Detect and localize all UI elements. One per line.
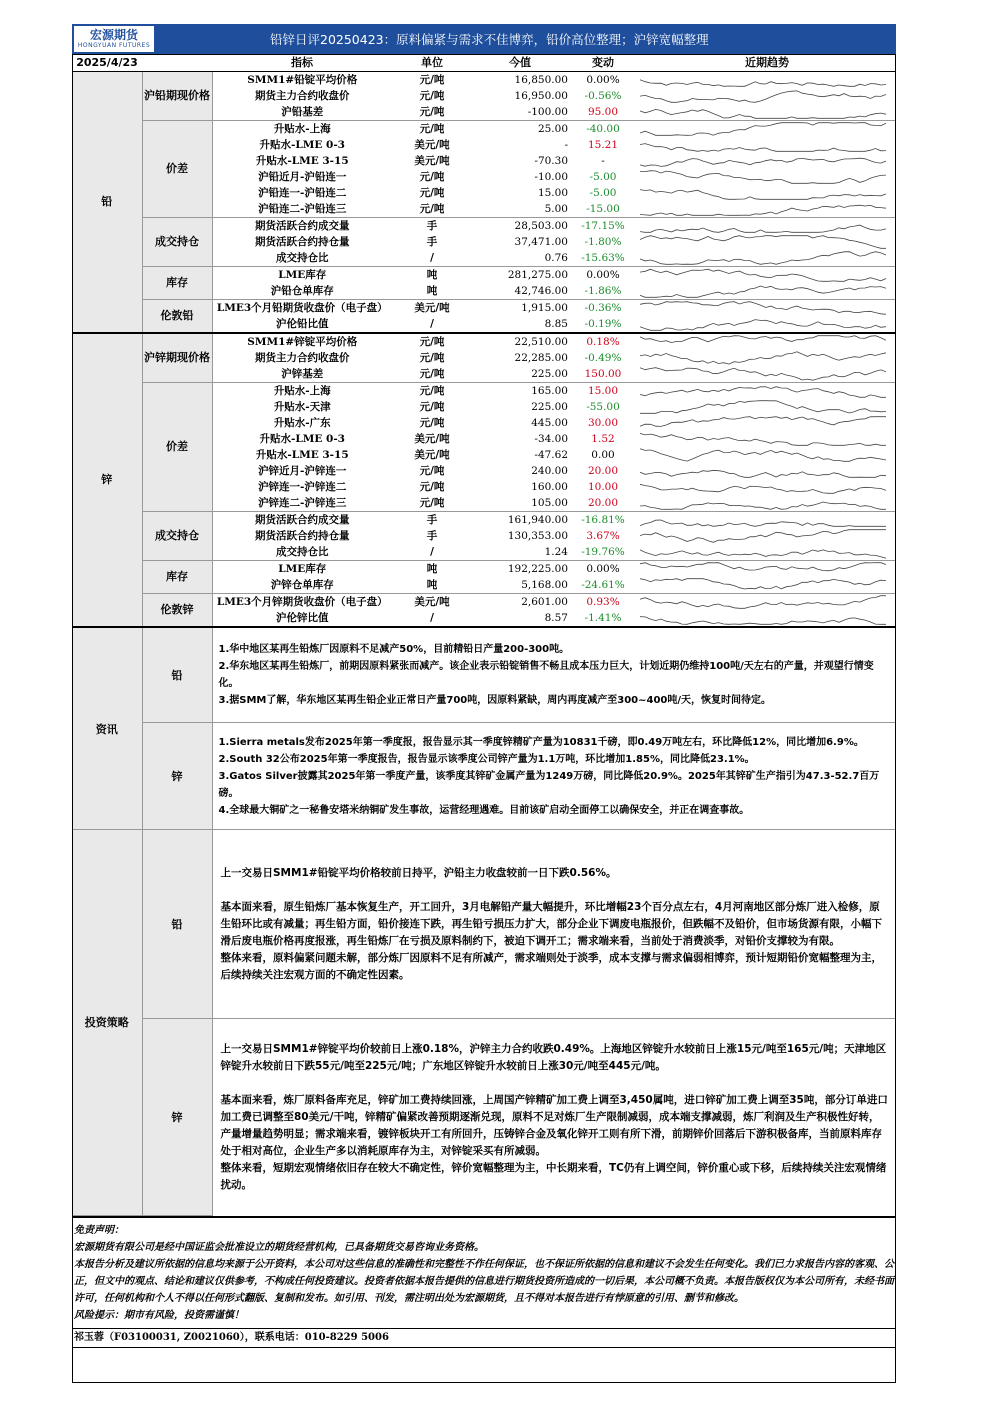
indicator-name: 沪锌连二-沪锌连三 <box>212 495 392 512</box>
change-cell: 10.00 <box>587 481 619 493</box>
trend-sparkline <box>638 367 888 381</box>
unit-cell: 元/吨 <box>419 401 445 413</box>
change-cell: -19.76% <box>568 544 638 561</box>
unit-cell: 手 <box>426 220 438 232</box>
strategy-paragraph: 上一交易日SMM1#铅锭平均价格较前日持平，沪铅主力收盘较前一日下跌0.56%。 <box>220 866 617 879</box>
value-cell: 5.00 <box>472 201 568 218</box>
value-cell: 445.00 <box>531 417 568 429</box>
unit-cell: 元/吨 <box>419 385 445 397</box>
trend-cell <box>638 366 896 383</box>
change-cell: - <box>601 155 605 167</box>
table-row <box>72 383 896 400</box>
change-cell: 3.67% <box>586 530 620 542</box>
logo-text: 宏源期货 <box>89 28 138 42</box>
change-cell: 30.00 <box>587 417 619 429</box>
indicator-name: 沪铅仓单库存 <box>212 283 392 300</box>
value-cell: 8.85 <box>472 316 568 333</box>
indicator-name: 沪铅连二-沪铅连三 <box>212 201 392 218</box>
trend-cell <box>638 267 896 284</box>
value-cell: 8.57 <box>472 610 568 627</box>
table-row <box>72 72 896 89</box>
change-cell: 20.00 <box>587 465 619 477</box>
trend-sparkline <box>638 496 888 510</box>
unit-cell: 元/吨 <box>392 366 472 383</box>
value-cell: 105.00 <box>472 495 568 512</box>
unit-cell: / <box>392 544 472 561</box>
change-cell: -55.00 <box>586 401 620 413</box>
value-cell: 22,510.00 <box>514 336 568 348</box>
unit-cell: 元/吨 <box>419 123 445 135</box>
value-cell: 1.24 <box>472 544 568 561</box>
report-page <box>72 24 896 1348</box>
indicator-name: SMM1#锌锭平均价格 <box>247 336 358 348</box>
unit-cell: 手 <box>426 514 438 526</box>
value-cell: 225.00 <box>531 401 568 413</box>
unit-cell: 元/吨 <box>419 481 445 493</box>
trend-sparkline <box>638 351 888 365</box>
change-cell: -0.36% <box>584 302 622 314</box>
trend-cell <box>638 512 896 529</box>
trend-cell <box>638 201 896 218</box>
indicator-name: 升贴水-LME 0-3 <box>259 433 345 445</box>
trend-sparkline <box>638 480 888 494</box>
col-change: 变动 <box>568 55 638 72</box>
group-label: 库存 <box>142 267 212 300</box>
trend-cell <box>638 333 896 350</box>
report-title: 铅锌日评20250423：原料偏紧与需求不佳博弈，铅价高位整理；沪锌宽幅整理 <box>270 32 709 47</box>
table-row <box>72 218 896 235</box>
value-cell: 1,915.00 <box>521 302 568 314</box>
trend-cell <box>638 463 896 479</box>
value-cell: 37,471.00 <box>514 236 568 248</box>
trend-cell <box>638 415 896 431</box>
news-item: 1.华中地区某再生铅炼厂因原料不足减产50%，目前精铅日产量200-300吨。 <box>218 644 570 655</box>
news-zinc-row <box>72 723 896 830</box>
value-cell: 192,225.00 <box>507 563 568 575</box>
trend-cell <box>638 250 896 267</box>
news-table <box>72 628 896 830</box>
trend-sparkline <box>638 105 888 119</box>
trend-sparkline <box>638 416 888 430</box>
group-label: 成交持仓 <box>142 218 212 267</box>
value-cell: 15.00 <box>537 187 568 199</box>
value-cell: 165.00 <box>531 385 568 397</box>
trend-sparkline <box>638 384 888 398</box>
trend-sparkline <box>638 448 888 462</box>
indicator-name: 期货主力合约收盘价 <box>255 90 350 102</box>
table-row <box>72 512 896 529</box>
trend-sparkline <box>638 513 888 527</box>
value-cell: 5,168.00 <box>472 577 568 594</box>
unit-cell: 吨 <box>426 269 438 281</box>
indicator-name: 沪伦铅比值 <box>212 316 392 333</box>
trend-sparkline <box>638 432 888 446</box>
news-label: 资讯 <box>72 628 142 830</box>
trend-cell <box>638 185 896 201</box>
trend-cell <box>638 479 896 495</box>
unit-cell: 元/吨 <box>419 171 445 183</box>
unit-cell: 美元/吨 <box>414 155 450 167</box>
indicator-name: 成交持仓比 <box>212 544 392 561</box>
indicator-name: 沪铅近月-沪铅连一 <box>258 171 347 183</box>
disclaimer-line: 宏源期货有限公司是经中国证监会批准设立的期货经营机构，已具备期货交易咨询业务资格。 <box>74 1241 484 1253</box>
group-label: 价差 <box>142 383 212 512</box>
indicator-name: 期货活跃合约持仓量 <box>255 530 350 542</box>
value-cell: 161,940.00 <box>507 514 568 526</box>
indicator-name: 沪锌基差 <box>212 366 392 383</box>
unit-cell: / <box>392 316 472 333</box>
group-label: 伦敦锌 <box>142 594 212 628</box>
value-cell: -70.30 <box>534 155 568 167</box>
indicator-name: 沪锌连一-沪锌连二 <box>258 481 347 493</box>
indicator-name: LME3个月铅期货收盘价（电子盘） <box>216 302 388 314</box>
group-label: 沪铅期现价格 <box>142 72 212 121</box>
indicator-name: 沪伦锌比值 <box>212 610 392 627</box>
change-cell: -0.49% <box>584 352 622 364</box>
strategy-paragraph: 基本面来看，炼厂原料备库充足，锌矿加工费持续回涨，上周国产锌精矿加工费上调至3,450属吨，进口锌矿加工费上调至35吨，部分订单进口加工费已调整至80美元/干吨，锌精矿偏紧改善预期逐渐兑现，原料不足对炼厂生产限制减弱，成本端支撑减弱，炼厂利润及生产积极性好转，产量增量趋势明显；需求端来看，镀锌板块开工有所回升，压铸锌合金及氧化锌开工则有所下滑，前期锌价回落后下游积极备库，当前原料库存处于相对高位，企业生产多以消耗原库存为主，对锌锭采买有所减弱。 <box>220 1093 888 1157</box>
value-cell: 28,503.00 <box>514 220 568 232</box>
col-today: 今值 <box>472 55 568 72</box>
news-item: 1.Sierra metals发布2025年第一季度报，报告显示其一季度锌精矿产量为10831千磅，即0.49万吨左右，环比降低12%，同比增加6.9%。 <box>218 736 864 748</box>
trend-sparkline <box>638 317 888 331</box>
change-cell: 0.00 <box>591 449 615 461</box>
value-cell: 281,275.00 <box>507 269 568 281</box>
indicator-name: 升贴水-LME 0-3 <box>259 139 345 151</box>
trend-sparkline <box>638 268 888 282</box>
trend-sparkline <box>638 595 888 609</box>
change-cell: -1.86% <box>568 283 638 300</box>
trend-sparkline <box>638 219 888 233</box>
section-label: 锌 <box>72 333 142 627</box>
trend-cell <box>638 300 896 317</box>
value-cell: 160.00 <box>531 481 568 493</box>
indicator-name: 升贴水-上海 <box>273 123 331 135</box>
trend-cell <box>638 104 896 121</box>
unit-cell: 美元/吨 <box>414 596 450 608</box>
change-cell: -16.81% <box>581 514 625 526</box>
change-cell: -1.80% <box>584 236 622 248</box>
col-indicator: 指标 <box>212 55 392 72</box>
trend-cell <box>638 316 896 333</box>
trend-cell <box>638 137 896 153</box>
strategy-paragraph: 整体来看，原料偏紧问题未解，部分炼厂因原料不足有所减产，需求端则处于淡季，成本支撑与需求偏弱相博弈，预计短期铅价宽幅整理为主，后续持续关注宏观方面的不确定性因素。 <box>220 951 882 981</box>
change-cell: -40.00 <box>586 123 620 135</box>
change-cell: 20.00 <box>568 495 638 512</box>
news-zinc-content <box>212 723 896 830</box>
unit-cell: 手 <box>426 236 438 248</box>
company-logo <box>74 26 154 52</box>
unit-cell: 元/吨 <box>419 187 445 199</box>
analyst-contact: 祁玉蓉（F03100031, Z0021060），联系电话：010-8229 5006 <box>72 1328 896 1348</box>
change-cell: 0.00% <box>586 269 620 281</box>
table-row <box>72 594 896 611</box>
strategy-paragraph: 基本面来看，原生铅炼厂基本恢复生产，开工回升，3月电解铅产量大幅提升，环比增幅23个百分点左右，4月河南地区部分炼厂进入检修，原生铅环比或有减量；再生铅方面，铅价接连下跌，再生铅亏损压力扩大，部分企业下调废电瓶报价，但跌幅不及铅价，但市场货源有限，小幅下滑后废电瓶价格再度报涨，再生铅炼厂在亏损及原料制约下，被迫下调开工；需求端来看，当前处于消费淡季，对铅价支撑较为有限。 <box>220 900 882 947</box>
unit-cell: 元/吨 <box>419 417 445 429</box>
trend-sparkline <box>638 202 888 216</box>
indicator-name: LME3个月锌期货收盘价（电子盘） <box>216 596 388 608</box>
trend-sparkline <box>638 170 888 184</box>
change-cell: 0.18% <box>586 336 620 348</box>
news-item: 2.华东地区某再生铅炼厂，前期因原料紧张而减产。该企业表示铅锭销售不畅且成本压力巨大，计划近期仍维持100吨/天左右的产量，并观望行情变化。 <box>218 661 874 689</box>
risk-warning: 风险提示：期市有风险，投资需谨慎！ <box>74 1309 244 1321</box>
indicator-name: 沪锌近月-沪锌连一 <box>258 465 347 477</box>
trend-cell <box>638 561 896 578</box>
strategy-paragraph: 整体来看，短期宏观情绪依旧存在较大不确定性，锌价宽幅整理为主，中长期来看，TC仍有上调空间，锌价重心或下移，后续持续关注宏观情绪扰动。 <box>220 1161 887 1191</box>
trend-cell <box>638 169 896 185</box>
unit-cell: 元/吨 <box>419 352 445 364</box>
value-cell: 0.76 <box>472 250 568 267</box>
change-cell: 0.93% <box>586 596 620 608</box>
indicator-name: 升贴水-LME 3-15 <box>255 155 349 167</box>
trend-cell <box>638 431 896 447</box>
value-cell: -34.00 <box>534 433 568 445</box>
disclaimer-line: 本报告分析及建议所依据的信息均来源于公开资料，本公司对这些信息的准确性和完整性不作任何保证，也不保证所依据的信息和建议不会发生任何变化。我们已力求报告内容的客观、公正，但文中的观点、结论和建议仅供参考，不构成任何投资建议。投资者依据本报告提供的信息进行期货投资所造成的一切后果，本公司概不负责。本报告版权仅为本公司所有，未经书面许可，任何机构和个人不得以任何形式翻版、复制和发布。如引用、刊发，需注明出处为宏源期货，且不得对本报告进行有悖原意的引用、删节和修改。 <box>74 1258 894 1304</box>
trend-cell <box>638 153 896 169</box>
indicator-name: 升贴水-LME 3-15 <box>255 449 349 461</box>
trend-sparkline <box>638 578 888 592</box>
trend-cell <box>638 218 896 235</box>
indicator-name: 期货活跃合约成交量 <box>255 514 350 526</box>
indicator-name: 沪铅基差 <box>212 104 392 121</box>
trend-cell <box>638 577 896 594</box>
trend-cell <box>638 383 896 400</box>
trend-cell <box>638 234 896 250</box>
strategy-lead-row <box>72 830 896 1019</box>
change-cell: -15.63% <box>568 250 638 267</box>
trend-cell <box>638 283 896 300</box>
change-cell: -5.00 <box>589 187 617 199</box>
trend-cell <box>638 72 896 89</box>
value-cell: -100.00 <box>472 104 568 121</box>
report-date: 2025/4/23 <box>72 55 142 72</box>
value-cell: 25.00 <box>537 123 568 135</box>
unit-cell: / <box>392 610 472 627</box>
value-cell: 22,285.00 <box>514 352 568 364</box>
change-cell: 0.00% <box>586 74 620 86</box>
trend-cell <box>638 447 896 463</box>
disclaimer <box>72 1216 896 1328</box>
value-cell: 225.00 <box>472 366 568 383</box>
trend-cell <box>638 544 896 561</box>
trend-sparkline <box>638 545 888 559</box>
news-zinc-label: 锌 <box>142 723 212 830</box>
group-label: 沪锌期现价格 <box>142 333 212 383</box>
table-header-row <box>72 55 896 72</box>
trend-sparkline <box>638 284 888 298</box>
trend-sparkline <box>638 122 888 136</box>
trend-cell <box>638 399 896 415</box>
unit-cell: / <box>392 250 472 267</box>
value-cell: 240.00 <box>531 465 568 477</box>
indicator-name: LME库存 <box>278 563 327 575</box>
table-row <box>72 300 896 317</box>
trend-sparkline <box>638 301 888 315</box>
indicator-name: 沪锌仓单库存 <box>212 577 392 594</box>
unit-cell: 元/吨 <box>419 465 445 477</box>
news-item: 3.Gatos Silver披露其2025年第一季度产量，该季度其锌矿金属产量为1249万磅，同比降低20.9%。2025年其锌矿生产指引为47.3-52.7百万磅。 <box>218 770 880 799</box>
trend-cell <box>638 610 896 627</box>
value-cell: 2,601.00 <box>521 596 568 608</box>
unit-cell: 美元/吨 <box>414 449 450 461</box>
change-cell: -5.00 <box>589 171 617 183</box>
news-item: 2.South 32公布2025年第一季度报告，报告显示该季度公司锌产量为1.1万吨，环比增加1.85%，同比降低23.1%。 <box>218 753 755 765</box>
change-cell: 15.00 <box>587 385 619 397</box>
table-row <box>72 333 896 350</box>
indicator-name: SMM1#铅锭平均价格 <box>247 74 358 86</box>
trend-sparkline <box>638 464 888 478</box>
trend-sparkline <box>638 529 888 543</box>
unit-cell: 美元/吨 <box>414 139 450 151</box>
logo-subtext: HONGYUAN FUTURES <box>77 42 151 49</box>
table-row <box>72 267 896 284</box>
trend-sparkline <box>638 138 888 152</box>
change-cell: -15.00 <box>568 201 638 218</box>
indicator-name: 升贴水-上海 <box>273 385 331 397</box>
news-lead-content <box>212 628 896 723</box>
report-header <box>72 24 896 54</box>
strategy-zinc-row <box>72 1019 896 1216</box>
indicator-name: 期货活跃合约成交量 <box>255 220 350 232</box>
trend-sparkline <box>638 73 888 87</box>
change-cell: 0.00% <box>586 563 620 575</box>
trend-sparkline <box>638 400 888 414</box>
value-cell: -47.62 <box>534 449 568 461</box>
strategy-lead-label: 铅 <box>142 830 212 1019</box>
indicator-name: 升贴水-广东 <box>273 417 331 429</box>
section-label: 铅 <box>72 72 142 334</box>
trend-sparkline <box>638 186 888 200</box>
trend-sparkline <box>638 251 888 265</box>
unit-cell: 元/吨 <box>419 336 445 348</box>
disclaimer-title: 免责声明： <box>74 1224 124 1236</box>
trend-cell <box>638 594 896 611</box>
market-data-table <box>72 54 896 628</box>
indicator-name: 成交持仓比 <box>212 250 392 267</box>
unit-cell: 元/吨 <box>392 201 472 218</box>
unit-cell: 元/吨 <box>392 104 472 121</box>
change-cell: 1.52 <box>591 433 615 445</box>
col-trend: 近期趋势 <box>638 55 896 72</box>
table-row <box>72 121 896 138</box>
strategy-table <box>72 830 896 1216</box>
unit-cell: 手 <box>426 530 438 542</box>
change-cell: 95.00 <box>568 104 638 121</box>
trend-sparkline <box>638 562 888 576</box>
strategy-lead-content <box>212 830 896 1019</box>
news-lead-label: 铅 <box>142 628 212 723</box>
trend-cell <box>638 528 896 544</box>
group-label: 伦敦铅 <box>142 300 212 334</box>
unit-cell: 元/吨 <box>392 495 472 512</box>
value-cell: -10.00 <box>534 171 568 183</box>
indicator-name: 期货主力合约收盘价 <box>255 352 350 364</box>
value-cell: 42,746.00 <box>472 283 568 300</box>
unit-cell: 吨 <box>426 563 438 575</box>
value-cell: 16,950.00 <box>514 90 568 102</box>
strategy-zinc-content <box>212 1019 896 1216</box>
change-cell: -0.56% <box>584 90 622 102</box>
change-cell: -24.61% <box>568 577 638 594</box>
trend-sparkline <box>638 335 888 349</box>
trend-cell <box>638 121 896 138</box>
trend-sparkline <box>638 89 888 103</box>
unit-cell: 吨 <box>392 283 472 300</box>
unit-cell: 美元/吨 <box>414 433 450 445</box>
change-cell: 150.00 <box>568 366 638 383</box>
trend-cell <box>638 350 896 366</box>
news-item: 3.据SMM了解，华东地区某再生铅企业正常日产量700吨，因原料紧缺，周内再度减产至300~400吨/天，恢复时间待定。 <box>218 695 772 706</box>
strategy-zinc-label: 锌 <box>142 1019 212 1216</box>
value-cell: 130,353.00 <box>507 530 568 542</box>
trend-sparkline <box>638 154 888 168</box>
unit-cell: 元/吨 <box>419 90 445 102</box>
unit-cell: 吨 <box>392 577 472 594</box>
news-lead-row <box>72 628 896 723</box>
value-cell: - <box>564 139 568 151</box>
value-cell: 16,850.00 <box>514 74 568 86</box>
unit-cell: 元/吨 <box>419 74 445 86</box>
indicator-name: 沪铅连一-沪铅连二 <box>258 187 347 199</box>
group-label: 库存 <box>142 561 212 594</box>
strategy-paragraph: 上一交易日SMM1#锌锭平均价较前日上涨0.18%，沪锌主力合约收跌0.49%。上海地区锌锭升水较前日上涨15元/吨至165元/吨；天津地区锌锭升水较前日下跌55元/吨至225元/吨；广东地区锌锭升水较前日上涨30元/吨至445元/吨。 <box>220 1042 887 1072</box>
trend-sparkline <box>638 611 888 625</box>
news-item: 4.全球最大铜矿之一秘鲁安塔米纳铜矿发生事故，运营经理遇难。目前该矿启动全面停工以确保安全，并正在调查事故。 <box>218 804 750 816</box>
indicator-name: 升贴水-天津 <box>273 401 331 413</box>
change-cell: 15.21 <box>587 139 619 151</box>
table-row <box>72 561 896 578</box>
indicator-name: 期货活跃合约持仓量 <box>255 236 350 248</box>
trend-cell <box>638 88 896 104</box>
strategy-label: 投资策略 <box>72 830 142 1215</box>
col-unit: 单位 <box>392 55 472 72</box>
trend-sparkline <box>638 235 888 249</box>
trend-cell <box>638 495 896 512</box>
group-label: 成交持仓 <box>142 512 212 561</box>
change-cell: -1.41% <box>568 610 638 627</box>
group-label: 价差 <box>142 121 212 218</box>
change-cell: -17.15% <box>581 220 625 232</box>
unit-cell: 美元/吨 <box>414 302 450 314</box>
change-cell: -0.19% <box>568 316 638 333</box>
indicator-name: LME库存 <box>278 269 327 281</box>
